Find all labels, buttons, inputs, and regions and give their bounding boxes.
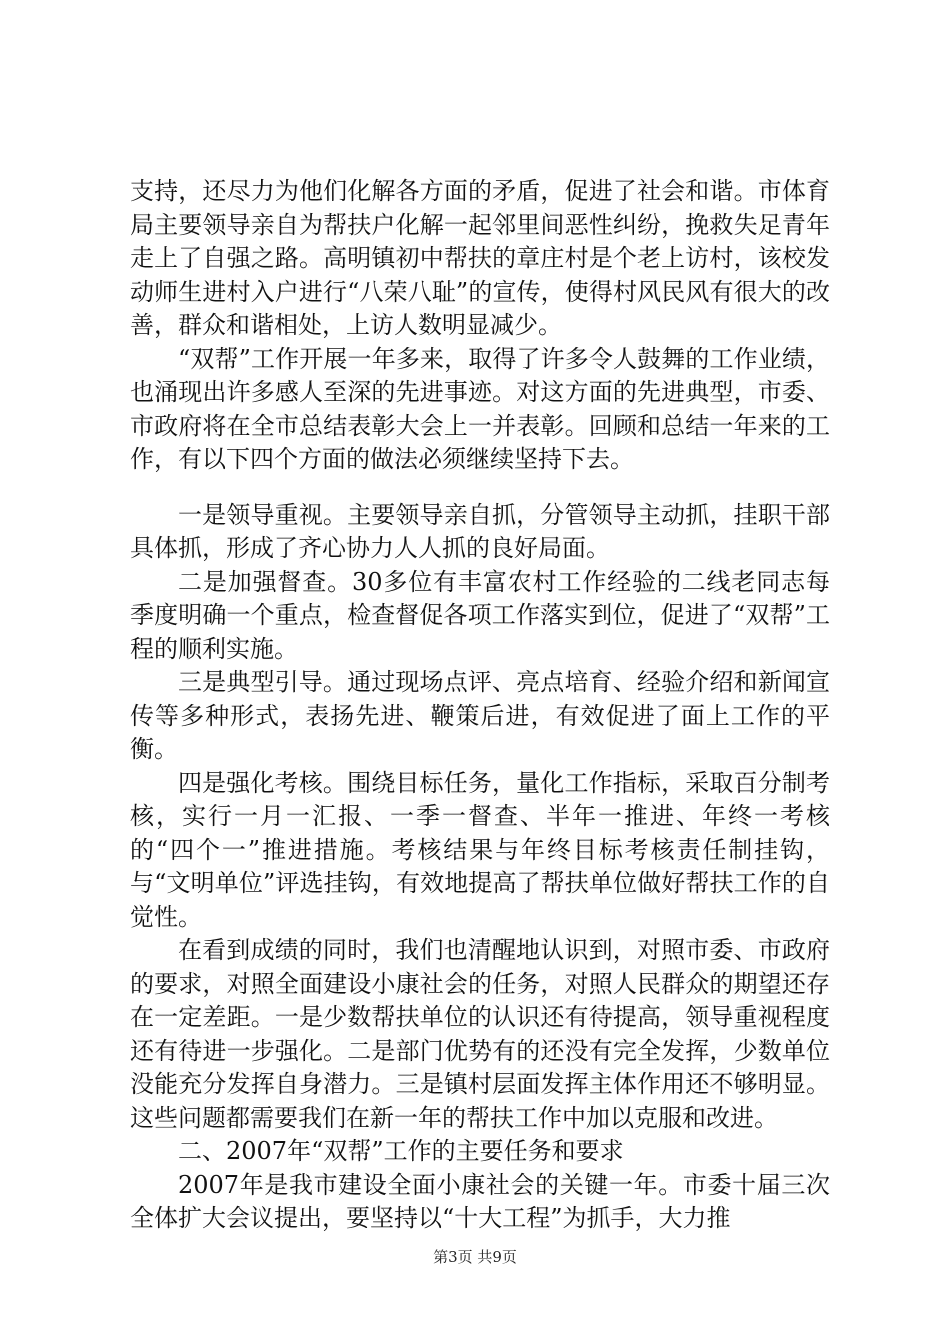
paragraph-8: 2007年是我市建设全面小康社会的关键一年。市委十届三次全体扩大会议提出，要坚持以“十大工程”为抓手，大力推 bbox=[130, 1170, 830, 1232]
paragraph-2: “双帮”工作开展一年多来，取得了许多令人鼓舞的工作业绩，也涌现出许多感人至深的先进事迹。对这方面的先进典型，市委、市政府将在全市总结表彰大会上一并表彰。回顾和总结一年来的工作，有以下四个方面的做法必须继续坚持下去。 bbox=[130, 344, 830, 473]
paragraph-1: 支持，还尽力为他们化解各方面的矛盾，促进了社会和谐。市体育局主要领导亲自为帮扶户化解一起邻里间恶性纠纷，挽救失足青年走上了自强之路。高明镇初中帮扶的章庄村是个老上访村，该校发动师生进村入户进行“八荣八耻”的宣传，使得村风民风有很大的改善，群众和谐相处，上访人数明显减少。 bbox=[130, 177, 830, 339]
paragraph-6: 四是强化考核。围绕目标任务，量化工作指标，采取百分制考核，实行一月一汇报、一季一督查、半年一推进、年终一考核的“四个一”推进措施。考核结果与年终目标考核责任制挂钩，与“文明单位”评选挂钩，有效地提高了帮扶单位做好帮扶工作的自觉性。 bbox=[130, 768, 830, 931]
page-footer: 第3页 共9页 bbox=[433, 1248, 517, 1266]
paragraph-5: 三是典型引导。通过现场点评、亮点培育、经验介绍和新闻宣传等多种形式，表扬先进、鞭策后进，有效促进了面上工作的平衡。 bbox=[130, 668, 830, 763]
section-heading: 二、2007年“双帮”工作的主要任务和要求 bbox=[178, 1137, 624, 1165]
paragraph-4: 二是加强督查。30多位有丰富农村工作经验的二线老同志每季度明确一个重点，检查督促各项工作落实到位，促进了“双帮”工程的顺利实施。 bbox=[130, 567, 830, 663]
document-body bbox=[130, 175, 830, 1236]
paragraph-3: 一是领导重视。主要领导亲自抓，分管领导主动抓，挂职干部具体抓，形成了齐心协力人人抓的良好局面。 bbox=[130, 500, 830, 562]
paragraph-7: 在看到成绩的同时，我们也清醒地认识到，对照市委、市政府的要求，对照全面建设小康社会的任务，对照人民群众的期望还存在一定差距。一是少数帮扶单位的认识还有待提高，领导重视程度还有待进一步强化。二是部门优势有的还没有完全发挥，少数单位没能充分发挥自身潜力。三是镇村层面发挥主体作用还不够明显。这些问题都需要我们在新一年的帮扶工作中加以克服和改进。 bbox=[130, 936, 830, 1132]
